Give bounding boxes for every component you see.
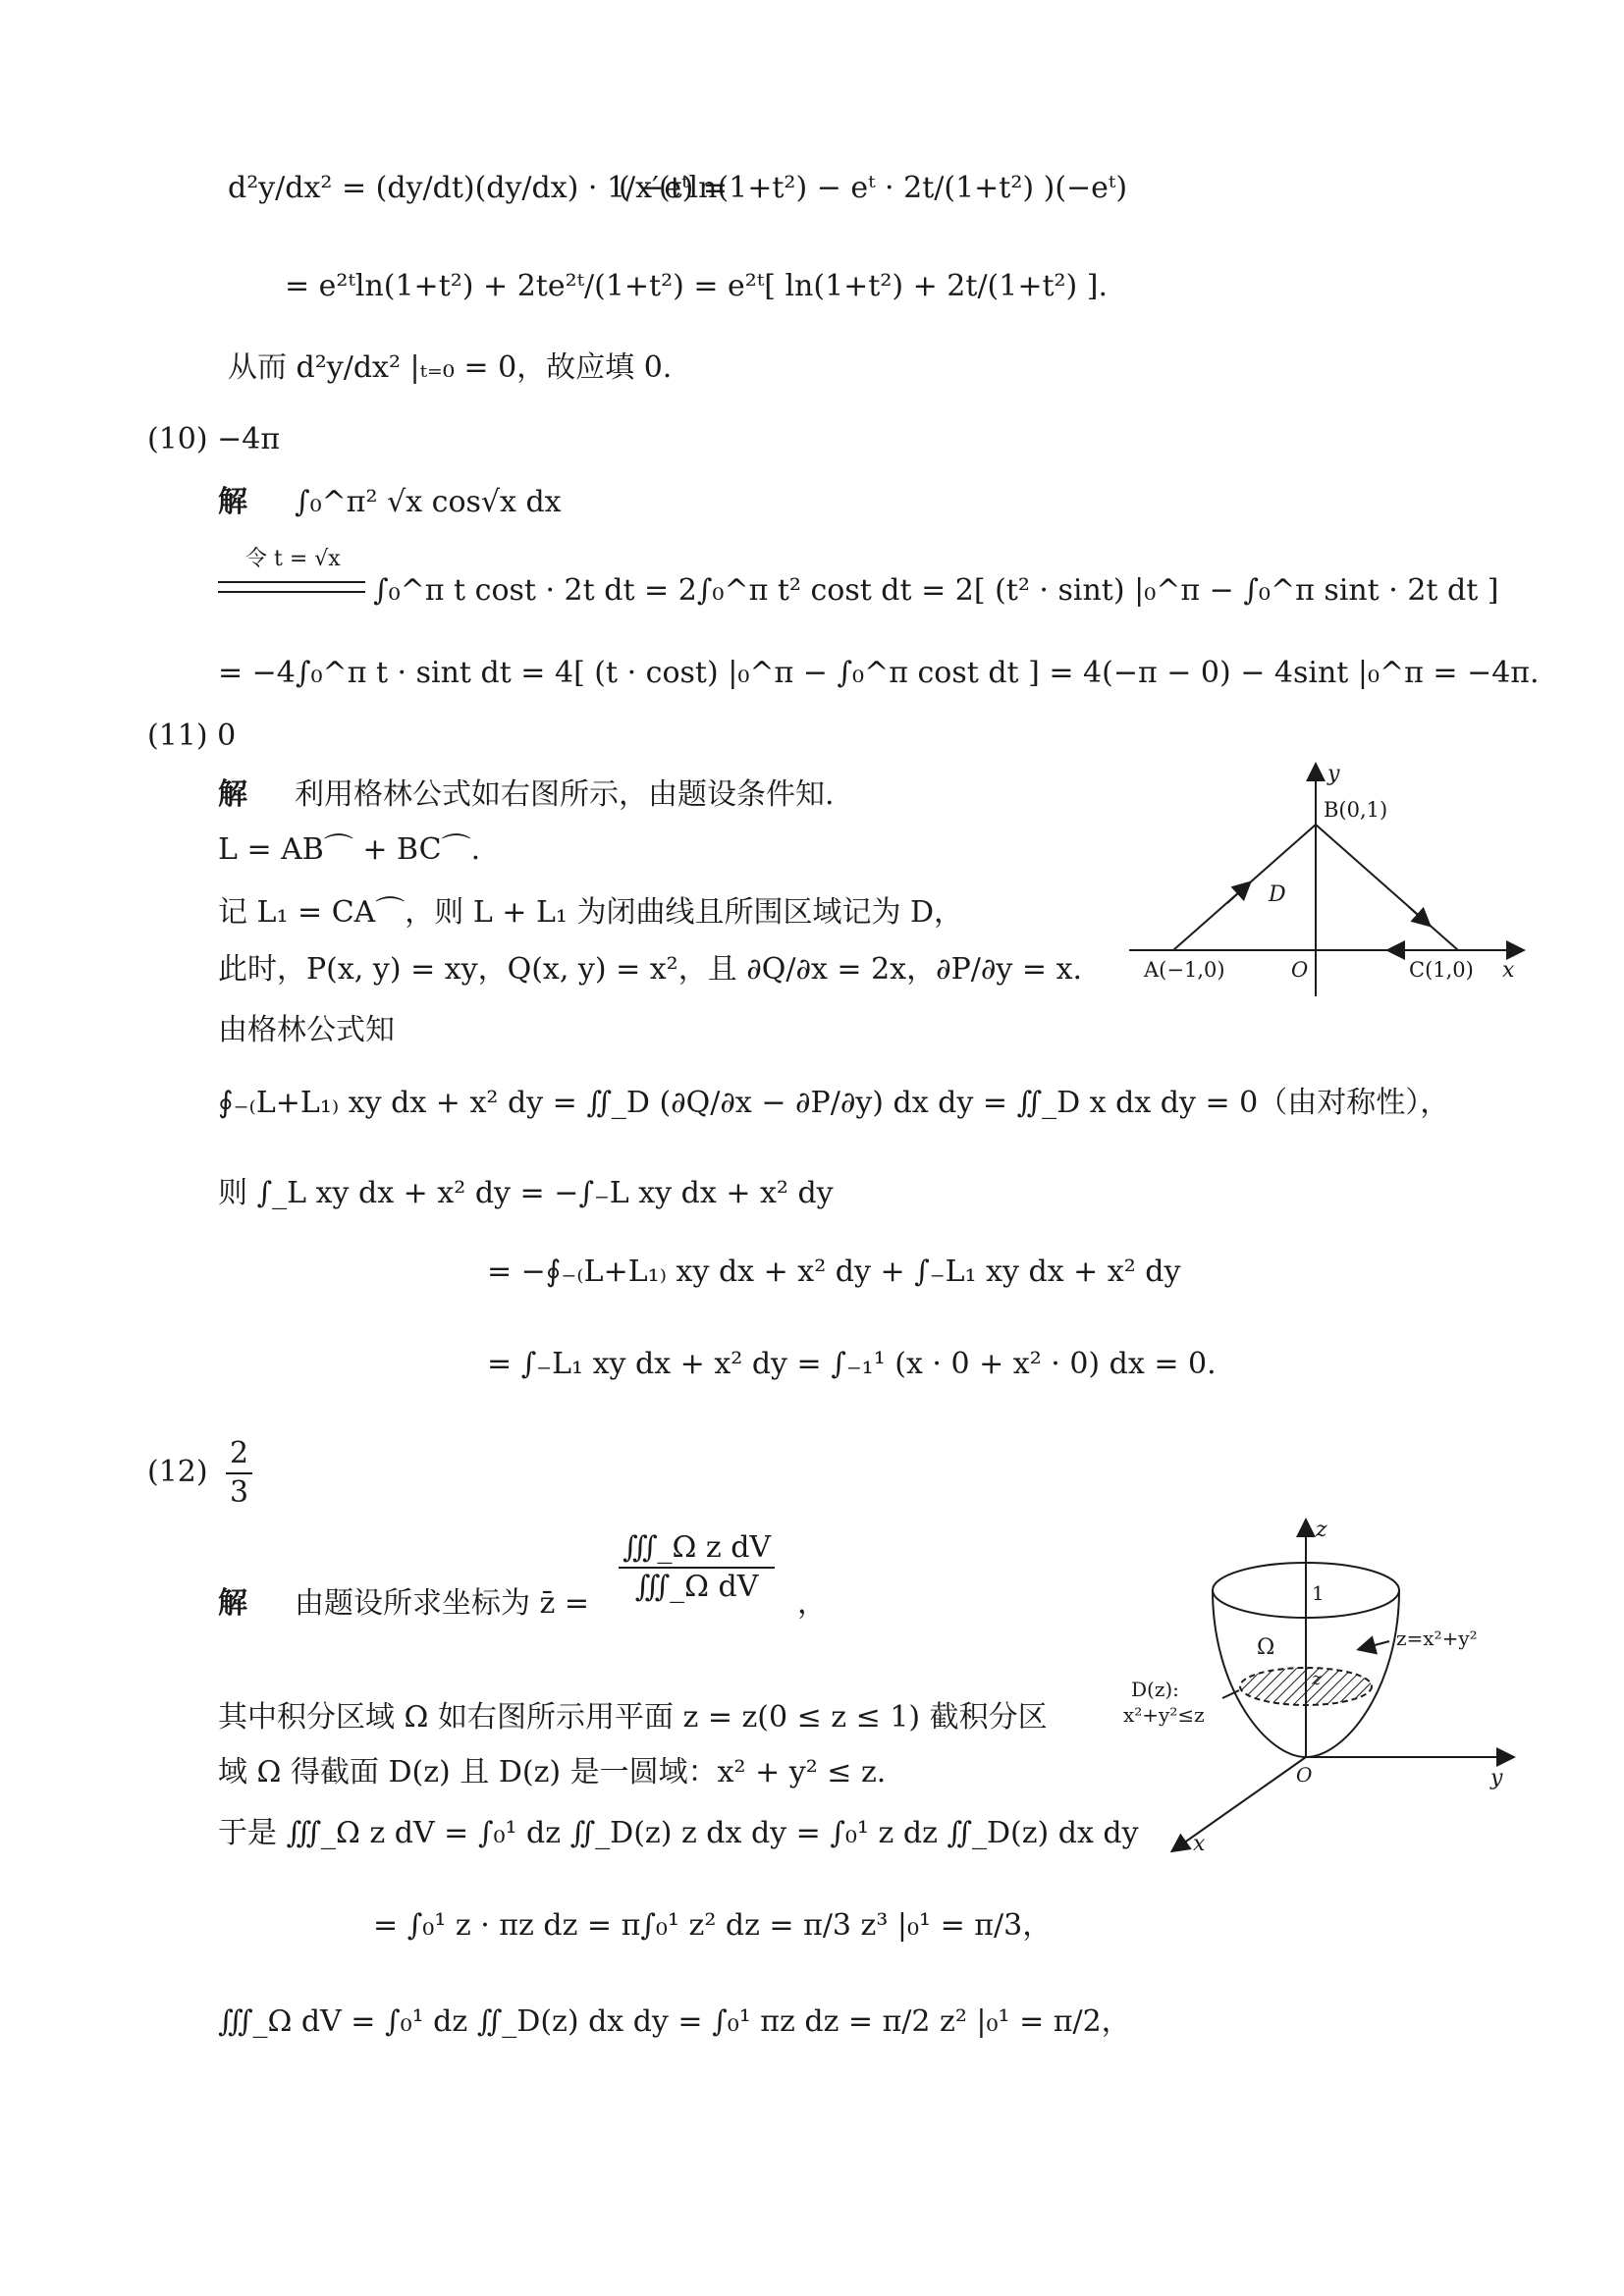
fig11-point-c: C(1,0) xyxy=(1409,958,1474,982)
arrow-ab xyxy=(1227,883,1249,903)
fig11-x-label: x xyxy=(1502,958,1515,983)
s12-line1-num: ∭_Ω z dV xyxy=(619,1529,775,1569)
s12-answer-den: 3 xyxy=(230,1475,249,1510)
s11-line8: = −∮₋₍L+L₁₎ xy dx + x² dy + ∫₋L₁ xy dx + x² dy xyxy=(487,1255,1181,1289)
paraboloid-figure xyxy=(1119,1512,1532,1865)
s11-jie: 解 xyxy=(218,777,247,812)
s12-line4: 于是 ∭_Ω z dV = ∫₀¹ dz ∬_D(z) z dx dy = ∫₀¹ z dz ∬_D(z) dx dy xyxy=(218,1816,1139,1850)
s11-line5: 由格林公式知 xyxy=(218,1013,395,1047)
s11-label: (11) 0 xyxy=(147,719,237,753)
s9-line1-lhs: d²y/dx² = (dy/dt)(dy/dx) · 1/x′(t) = xyxy=(228,171,729,205)
s11-line7: 则 ∫_L xy dx + x² dy = −∫₋L xy dx + x² dy xyxy=(218,1176,834,1210)
fig11-point-a: A(−1,0) xyxy=(1144,958,1225,982)
s10-jie: 解 xyxy=(218,485,247,519)
cross-section-dz xyxy=(1240,1668,1372,1705)
s12-line3: 域 Ω 得截面 D(z) 且 D(z) 是一圆域：x² + y² ≤ z. xyxy=(218,1755,887,1789)
s12-line1-fraction xyxy=(619,1529,775,1606)
fig11-origin: O xyxy=(1291,958,1309,982)
s12-jie: 解 xyxy=(218,1586,247,1621)
arrow-bc xyxy=(1409,907,1429,925)
fig12-surface: z=x²+y² xyxy=(1396,1627,1478,1650)
s10-line2: ∫₀^π t cost · 2t dt = 2∫₀^π t² cost dt = 2[ (t² · sint) |₀^π − ∫₀^π sint · 2t dt ] xyxy=(373,573,1499,608)
s11-line3: 记 L₁ = CA⌒，则 L + L₁ 为闭曲线且所围区域记为 D， xyxy=(218,895,964,930)
s9-line3: 从而 d²y/dx² |ₜ₌₀ = 0，故应填 0. xyxy=(228,350,673,385)
fig12-y-label: y xyxy=(1490,1766,1503,1790)
fig11-point-b: B(0,1) xyxy=(1324,798,1388,822)
s12-label: (12) xyxy=(147,1455,208,1489)
s9-line1-rhs: ( −eᵗln(1+t²) − eᵗ · 2t/(1+t²) )(−eᵗ) xyxy=(619,171,1128,205)
s11-line6: ∮₋₍L+L₁₎ xy dx + x² dy = ∬_D (∂Q/∂x − ∂P/∂y) dx dy = ∬_D x dx dy = 0（由对称性）， xyxy=(218,1086,1450,1120)
fig12-dz-cond: x²+y²≤z xyxy=(1123,1703,1205,1727)
s12-line1-den: ∭_Ω dV xyxy=(634,1570,759,1604)
s12-answer-fraction xyxy=(226,1435,252,1512)
green-triangle-figure xyxy=(1110,756,1542,1001)
s10-label: (10) −4π xyxy=(147,422,281,456)
s12-line6: ∭_Ω dV = ∫₀¹ dz ∬_D(z) dx dy = ∫₀¹ πz dz = π/2 z² |₀¹ = π/2， xyxy=(218,2004,1131,2039)
s10-substitution-rule xyxy=(218,581,365,593)
s11-line4: 此时，P(x, y) = xy，Q(x, y) = x²，且 ∂Q/∂x = 2x，∂P/∂y = x. xyxy=(218,952,1083,987)
fig12-z-inner: z xyxy=(1312,1669,1322,1689)
s11-line1: 利用格林公式如右图所示，由题设条件知. xyxy=(295,777,835,812)
s11-line2: L = AB⌒ + BC⌒. xyxy=(218,832,481,867)
s12-line2: 其中积分区域 Ω 如右图所示用平面 z = z(0 ≤ z ≤ 1) 截积分区 xyxy=(218,1700,1048,1735)
s10-line3: = −4∫₀^π t · sint dt = 4[ (t · cost) |₀^π − ∫₀^π cost dt ] = 4(−π − 0) − 4sint |₀^π = −4π. xyxy=(218,656,1540,690)
s11-line9: = ∫₋L₁ xy dx + x² dy = ∫₋₁¹ (x · 0 + x² · 0) dx = 0. xyxy=(487,1347,1217,1381)
s12-line1-suffix: ， xyxy=(797,1586,827,1621)
s12-answer-num: 2 xyxy=(226,1435,252,1474)
fig12-omega: Ω xyxy=(1257,1635,1275,1660)
surface-pointer xyxy=(1360,1641,1389,1649)
s10-substitution: 令 t = √x xyxy=(245,547,341,571)
s12-line5: = ∫₀¹ z · πz dz = π∫₀¹ z² dz = π/3 z³ |₀¹ = π/3， xyxy=(373,1908,1053,1943)
fig12-origin: O xyxy=(1296,1763,1313,1787)
fig12-x-label: x xyxy=(1193,1832,1206,1856)
segment-bc xyxy=(1316,825,1458,950)
fig11-region: D xyxy=(1269,882,1286,907)
s10-line1: ∫₀^π² √x cos√x dx xyxy=(295,485,562,519)
fig12-z-label: z xyxy=(1316,1518,1327,1542)
s9-line2: = e²ᵗln(1+t²) + 2te²ᵗ/(1+t²) = e²ᵗ[ ln(1+t²) + 2t/(1+t²) ]. xyxy=(285,269,1109,303)
fig11-y-label: y xyxy=(1327,762,1340,786)
fig12-dz-name: D(z): xyxy=(1131,1678,1179,1701)
s12-line1-prefix: 由题设所求坐标为 z̄ = xyxy=(295,1586,590,1621)
fig12-one: 1 xyxy=(1312,1581,1325,1605)
